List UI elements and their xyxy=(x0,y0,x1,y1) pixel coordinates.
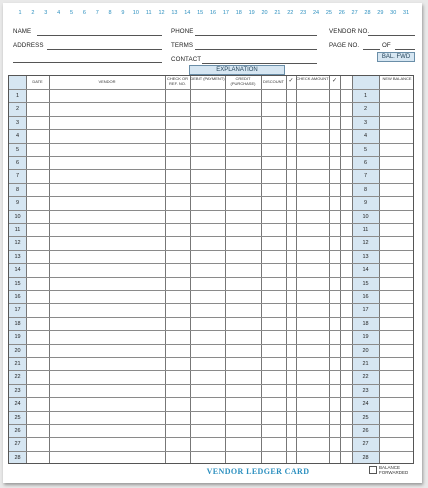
address-label: ADDRESS xyxy=(13,42,44,49)
row-number-left: 3 xyxy=(15,119,20,126)
day-number: 9 xyxy=(121,10,125,16)
day-number: 12 xyxy=(158,10,165,16)
row-number-right: 2 xyxy=(363,106,368,113)
credit-header: CREDIT (PURCHASE) xyxy=(230,76,256,86)
row-number-left: 21 xyxy=(14,361,21,367)
name-field[interactable] xyxy=(37,35,162,36)
row-number-left: 10 xyxy=(14,213,21,220)
contact-label: CONTACT xyxy=(171,56,202,63)
day-number: 22 xyxy=(287,10,294,16)
divider xyxy=(379,76,380,463)
checkmark-header: ✓ xyxy=(288,78,294,84)
contact-field[interactable] xyxy=(202,63,317,64)
day-number: 5 xyxy=(69,10,73,16)
day-number: 2 xyxy=(31,10,35,16)
row-number-left: 15 xyxy=(14,280,21,287)
row-number-right: 16 xyxy=(362,294,369,300)
phone-field[interactable] xyxy=(195,35,317,36)
divider xyxy=(49,76,50,463)
day-number: 16 xyxy=(209,10,217,16)
row-divider xyxy=(9,129,413,130)
form-title: VENDOR LEDGER CARD xyxy=(206,467,310,476)
row-number-left: 27 xyxy=(14,441,21,448)
row-divider xyxy=(9,143,413,144)
day-number: 3 xyxy=(44,10,48,16)
header-divider xyxy=(9,89,413,90)
divider xyxy=(261,76,262,463)
row-divider xyxy=(9,277,413,278)
row-number-right: 12 xyxy=(362,240,369,247)
row-divider xyxy=(9,250,413,251)
row-number-left: 4 xyxy=(15,133,20,140)
of-label: OF xyxy=(382,42,391,49)
day-number: 23 xyxy=(300,10,307,16)
row-number-left: 16 xyxy=(14,294,21,300)
row-divider xyxy=(9,451,413,452)
row-divider xyxy=(9,330,413,331)
row-number-right: 18 xyxy=(362,320,369,327)
check-ref-header: CHECK OR REF. NO. xyxy=(166,76,189,86)
row-number-right: 26 xyxy=(362,428,369,434)
vendor-no-label: VENDOR NO. xyxy=(329,28,370,35)
terms-label: TERMS xyxy=(171,42,194,49)
row-number-right: 28 xyxy=(362,454,369,461)
row-number-right: 8 xyxy=(363,186,368,193)
divider xyxy=(225,76,226,463)
row-divider xyxy=(9,116,413,117)
row-number-left: 11 xyxy=(14,227,21,233)
day-number: 21 xyxy=(274,10,281,16)
divider xyxy=(340,76,341,463)
row-divider xyxy=(9,169,413,170)
row-number-right: 24 xyxy=(362,401,369,408)
divider xyxy=(26,76,27,463)
row-number-right: 20 xyxy=(362,347,369,354)
date-header: DATE xyxy=(32,79,43,84)
row-number-right: 4 xyxy=(363,133,368,140)
row-number-left: 20 xyxy=(14,347,21,354)
divider xyxy=(296,76,297,463)
divider xyxy=(190,76,191,463)
balance-forwarded-checkbox[interactable] xyxy=(369,466,377,474)
day-number: 4 xyxy=(57,10,61,16)
row-number-right: 13 xyxy=(362,253,369,260)
divider xyxy=(286,76,287,463)
page-no-field[interactable] xyxy=(363,49,380,50)
page-total-field[interactable] xyxy=(395,49,415,50)
row-number-left: 25 xyxy=(14,414,21,421)
day-number: 24 xyxy=(312,10,320,16)
row-number-left: 12 xyxy=(14,240,21,247)
row-number-right: 11 xyxy=(362,227,369,233)
row-divider xyxy=(9,210,413,211)
row-number-right: 7 xyxy=(363,173,368,180)
row-number-left: 18 xyxy=(14,320,21,327)
day-number: 8 xyxy=(108,10,112,16)
row-divider xyxy=(9,290,413,291)
day-number: 28 xyxy=(364,10,371,16)
row-number-left: 5 xyxy=(15,146,20,153)
name-label: NAME xyxy=(13,28,32,35)
row-number-right: 27 xyxy=(362,441,369,448)
row-number-left: 17 xyxy=(14,307,21,314)
day-number-strip xyxy=(3,10,422,20)
new-balance-header: NEW BALANCE xyxy=(382,76,412,81)
row-number-right: 15 xyxy=(362,280,369,287)
row-number-right: 19 xyxy=(362,334,369,341)
balance-forwarded-label: BALANCE FORWARDED xyxy=(379,465,409,475)
row-number-left: 24 xyxy=(14,401,21,408)
ledger-grid xyxy=(8,75,414,464)
day-number: 6 xyxy=(82,10,86,16)
row-number-left: 26 xyxy=(14,428,21,434)
row-number-right: 14 xyxy=(362,267,369,274)
row-number-left: 9 xyxy=(15,200,20,207)
row-number-right: 23 xyxy=(362,387,369,394)
day-number: 13 xyxy=(171,10,178,16)
check-amount-header: CHECK AMOUNT xyxy=(296,76,329,81)
debit-header: DEBIT (PAYMENT) xyxy=(190,76,225,81)
day-number: 7 xyxy=(95,10,99,16)
phone-label: PHONE xyxy=(171,28,194,35)
row-number-right: 25 xyxy=(362,414,369,421)
day-number: 11 xyxy=(145,10,152,16)
row-divider xyxy=(9,370,413,371)
row-number-left: 14 xyxy=(14,267,21,274)
day-number: 25 xyxy=(325,10,332,16)
row-number-left: 8 xyxy=(15,186,20,193)
row-number-right: 6 xyxy=(363,160,368,166)
day-number: 14 xyxy=(184,10,191,16)
row-number-left: 23 xyxy=(14,387,21,394)
row-number-left: 28 xyxy=(14,454,21,461)
row-number-right: 1 xyxy=(363,93,368,99)
row-divider xyxy=(9,411,413,412)
row-divider xyxy=(9,156,413,157)
row-divider xyxy=(9,223,413,224)
explanation-banner: EXPLANATION xyxy=(189,65,285,75)
vendor-no-field[interactable] xyxy=(368,35,415,36)
day-number: 31 xyxy=(403,10,410,16)
row-divider xyxy=(9,437,413,438)
row-divider xyxy=(9,102,413,103)
row-divider xyxy=(9,384,413,385)
row-number-left: 22 xyxy=(14,374,21,381)
row-divider xyxy=(9,196,413,197)
day-number: 17 xyxy=(222,10,229,16)
row-divider xyxy=(9,303,413,304)
row-number-left: 19 xyxy=(14,334,21,341)
row-divider xyxy=(9,397,413,398)
vendor-header: VENDOR xyxy=(98,79,116,84)
terms-field[interactable] xyxy=(195,49,317,50)
checkmark-header-2: ✓ xyxy=(331,78,338,84)
row-divider xyxy=(9,236,413,237)
row-number-right: 21 xyxy=(362,361,369,367)
ledger-card xyxy=(3,3,422,483)
row-divider xyxy=(9,344,413,345)
row-number-right: 5 xyxy=(363,146,368,153)
divider xyxy=(165,76,166,463)
row-number-right: 9 xyxy=(363,200,368,207)
row-number-left: 1 xyxy=(15,93,20,99)
day-number: 1 xyxy=(18,10,22,16)
row-number-left: 6 xyxy=(15,160,20,166)
row-number-left: 7 xyxy=(15,173,20,180)
row-number-right: 22 xyxy=(362,374,369,381)
row-divider xyxy=(9,317,413,318)
day-number: 19 xyxy=(248,10,255,16)
day-number: 15 xyxy=(197,10,204,16)
bal-fwd-box: BAL. FWD xyxy=(377,52,415,62)
day-number: 30 xyxy=(390,10,397,16)
row-divider xyxy=(9,357,413,358)
day-number: 27 xyxy=(351,10,358,16)
row-number-left: 13 xyxy=(14,253,21,260)
day-number: 20 xyxy=(261,10,268,16)
row-number-left: 2 xyxy=(15,106,20,113)
day-number: 26 xyxy=(338,10,345,16)
address-line-2-field[interactable] xyxy=(13,62,162,63)
discount-header: DISCOUNT xyxy=(263,79,284,84)
day-number: 18 xyxy=(235,10,242,16)
day-number: 10 xyxy=(132,10,139,16)
row-divider xyxy=(9,183,413,184)
page-no-label: PAGE NO. xyxy=(329,42,360,49)
row-number-right: 10 xyxy=(362,213,369,220)
row-divider xyxy=(9,263,413,264)
row-number-right: 17 xyxy=(362,307,369,314)
divider xyxy=(329,76,330,463)
day-number: 29 xyxy=(377,10,384,16)
address-field[interactable] xyxy=(47,49,162,50)
row-number-right: 3 xyxy=(363,119,368,126)
row-divider xyxy=(9,424,413,425)
